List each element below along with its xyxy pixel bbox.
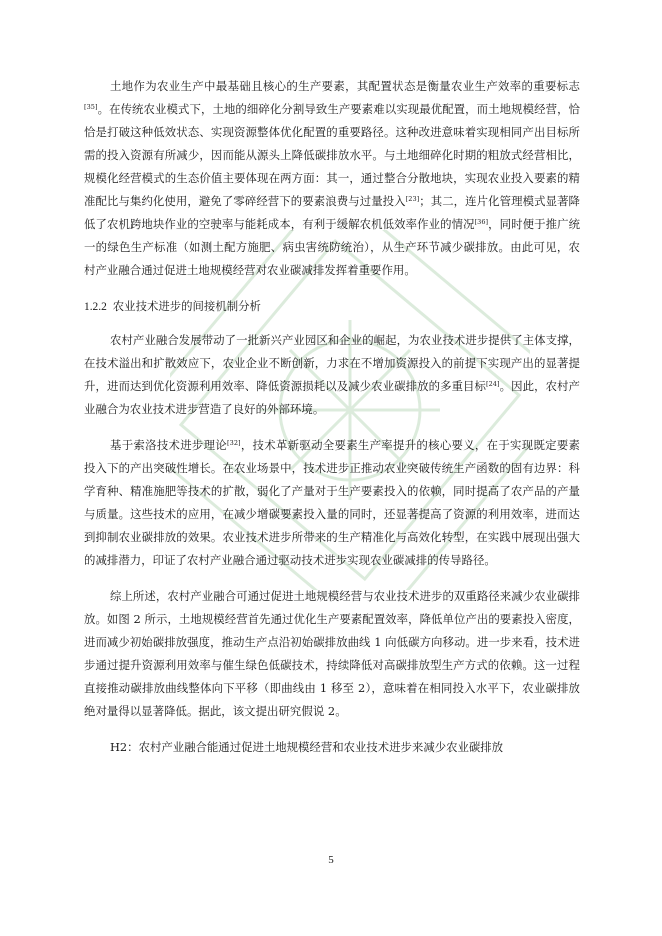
page-number: 5 [328, 854, 334, 866]
section-heading [84, 295, 580, 319]
paragraph: 土地作为农业生产中最基础且核心的生产要素，其配置状态是衡量农业生产效率的重要标志[35]。在传统农业模式下，土地的细碎化分割导致生产要素难以实现最优配置，而土地规模经营，恰恰是打破这种低效状态、实现资源整体优化配置的重要路径。这种改进意味着实现相同产出目标所需的投入资源有所减少，因而能从源头上降低碳排放水平。与土地细碎化时期的粗放式经营相比，规模化经营模式的生态价值主要体现在两方面：其一，通过整合分散地块，实现农业投入要素的精准配比与集约化使用，避免了零碎经营下的要素浪费与过量投入[23]；其二，连片化管理模式显著降低了农机跨地块作业的空驶率与能耗成本，有利于缓解农机低效率作业的情况[36]，同时便于推广统一的绿色生产标准（如测土配方施肥、病虫害统防统治），从生产环节减少碳排放。由此可见，农村产业融合通过促进土地规模经营对农业碳减排发挥着重要作用。 [84, 79, 581, 277]
paragraph: 综上所述，农村产业融合可通过促进土地规模经营与农业技术进步的双重路径来减少农业碳排放。如图 2 所示，土地规模经营首先通过优化生产要素配置效率，降低单位产出的要素投入密度，进而减少初始碳排放强度，推动生产点沿初始碳排放曲线 1 向低碳方向移动。进一步来看，技术进步通过提升资源利用效率与催生绿色低碳技术，持续降低对高碳排放型生产方式的依赖。这一过程直接推动碳排放曲线整体向下平移（即曲线由 1 移至 2），意味着在相同投入水平下，农业碳排放绝对量得以显著降低。据此，该文提出研究假说 2。 [84, 589, 580, 718]
hypothesis-statement: H2：农村产业融合能通过促进土地规模经营和农业技术进步来减少农业碳排放 [110, 740, 504, 754]
citation-marker: [36] [474, 218, 489, 227]
citation-marker: [35] [84, 103, 98, 112]
citation-marker: [32] [227, 439, 241, 448]
citation-marker: [24] [486, 380, 500, 389]
section-title: 农业技术进步的间接机制分析 [112, 299, 261, 313]
paragraph: 农村产业融合发展带动了一批新兴产业园区和企业的崛起，为农业技术进步提供了主体支撑，在技术溢出和扩散效应下，农业企业不断创新，力求在不增加资源投入的前提下实现产出的显著提升，进而达到优化资源利用效率、降低资源损耗以及减少农业碳排放的多重目标[24]。因此，农村产业融合为农业技术进步营造了良好的外部环境。 [84, 333, 580, 416]
body-text [84, 75, 580, 759]
section-number: 1.2.2 [84, 301, 107, 313]
citation-marker: [23] [405, 195, 420, 204]
paragraph: 基于索洛技术进步理论[32]，技术革新驱动全要素生产率提升的核心要义，在于实现既定要素投入下的产出突破性增长。在农业场景中，技术进步正推动农业突破传统生产函数的固有边界：科学育种、精准施肥等技术的扩散，弱化了产量对于生产要素投入的依赖，同时提高了农产品的产量与质量。这些技术的应用，在减少增碳要素投入量的同时，还显著提高了资源的利用效率，进而达到抑制农业碳排放的效果。农业技术进步所带来的生产精准化与高效化转型，在实践中展现出强大的减排潜力，印证了农村产业融合通过驱动技术进步实现农业碳减排的传导路径。 [84, 438, 580, 567]
